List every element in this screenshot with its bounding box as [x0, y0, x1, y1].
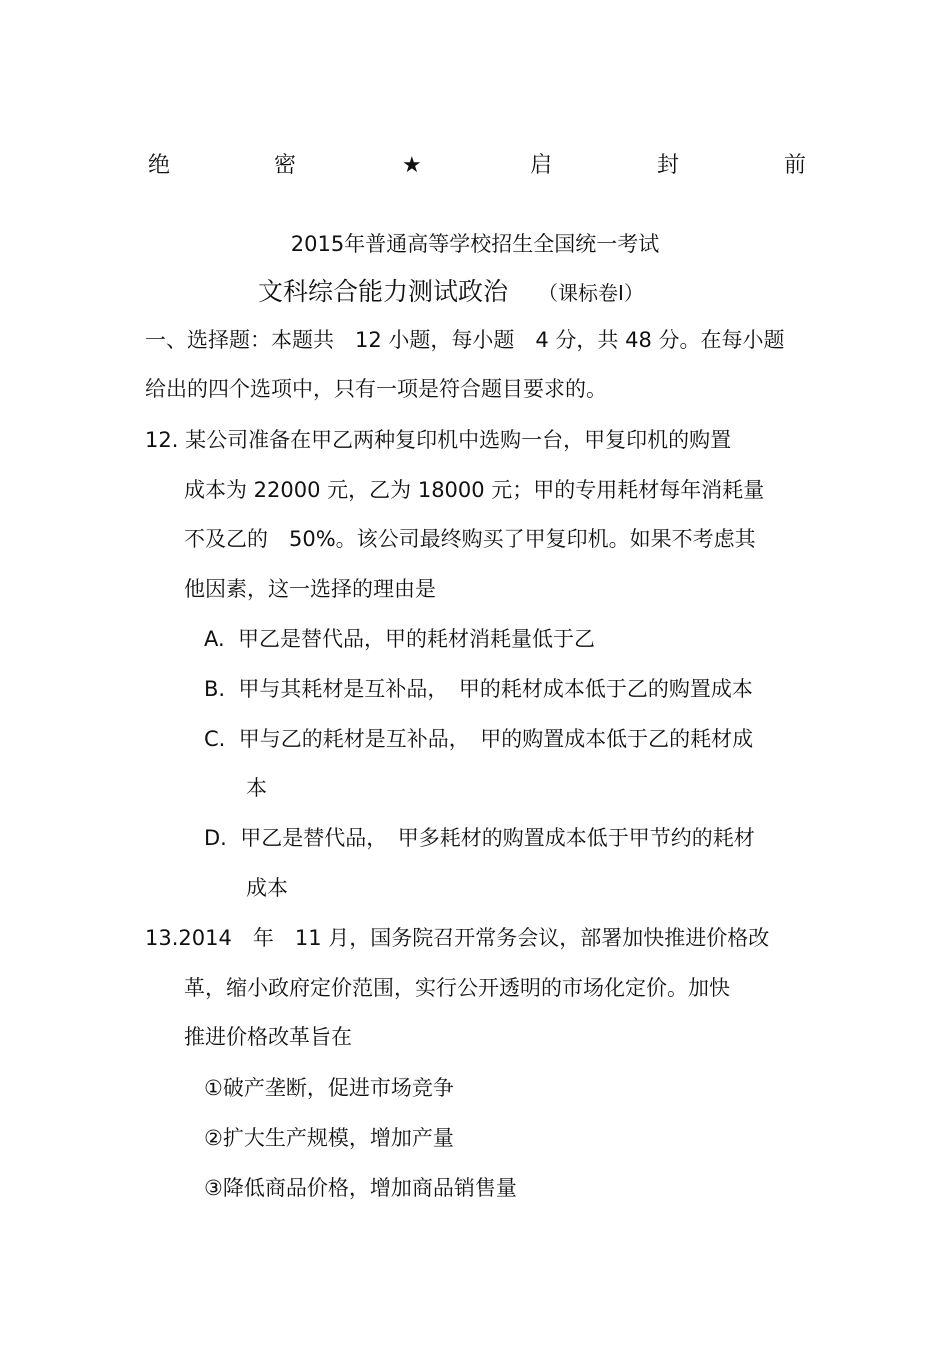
secret-char: 前 [784, 153, 807, 178]
q12-option-d-cont: 成本 [246, 876, 288, 900]
secret-char: 启 [530, 153, 553, 178]
section-instructions-line1: 一、选择题：本题共 12 小题，每小题 4 分，共 48 分。在每小题 [145, 328, 785, 352]
secret-char: 密 [274, 153, 297, 178]
q12-stem-line3: 不及乙的 50%。该公司最终购买了甲复印机。如果不考虑其 [184, 527, 756, 551]
q12-option-c: C. 甲与乙的耗材是互补品， 甲的购置成本低于乙的耗材成 [204, 727, 754, 751]
subject-name: 文科综合能力测试政治 [258, 277, 509, 306]
q12-option-d: D. 甲乙是替代品， 甲多耗材的购置成本低于甲节约的耗材 [204, 826, 755, 850]
q13-stem-line3: 推进价格改革旨在 [184, 1025, 352, 1049]
q13-stem-line2: 革，缩小政府定价范围，实行公开透明的市场化定价。加快 [184, 976, 730, 1000]
secret-char: 封 [657, 153, 680, 178]
paper-type: （课标卷Ⅰ） [538, 281, 644, 305]
section-instructions-line2: 给出的四个选项中，只有一项是符合题目要求的。 [145, 377, 607, 401]
star-icon: ★ [402, 153, 422, 178]
q13-item-1: ①破产垄断，促进市场竞争 [204, 1076, 454, 1100]
q13-stem-line1: 13.2014 年 11 月，国务院召开常务会议，部署加快推进价格改 [145, 926, 770, 950]
q12-option-c-cont: 本 [246, 776, 267, 800]
q13-item-2: ②扩大生产规模，增加产量 [204, 1126, 454, 1150]
q12-option-b: B. 甲与其耗材是互补品， 甲的耗材成本低于乙的购置成本 [204, 677, 753, 701]
subject-title [258, 276, 644, 309]
q12-option-a: A. 甲乙是替代品，甲的耗材消耗量低于乙 [204, 627, 596, 651]
q12-stem-line1: 12. 某公司准备在甲乙两种复印机中选购一台，甲复印机的购置 [145, 428, 732, 452]
exam-title: 2015年普通高等学校招生全国统一考试 [290, 232, 660, 256]
q12-stem-line4: 他因素，这一选择的理由是 [184, 577, 436, 601]
secret-char: 绝 [148, 153, 171, 178]
q12-stem-line2: 成本为 22000 元，乙为 18000 元；甲的专用耗材每年消耗量 [184, 478, 765, 502]
q13-item-3: ③降低商品价格，增加商品销售量 [204, 1176, 517, 1200]
